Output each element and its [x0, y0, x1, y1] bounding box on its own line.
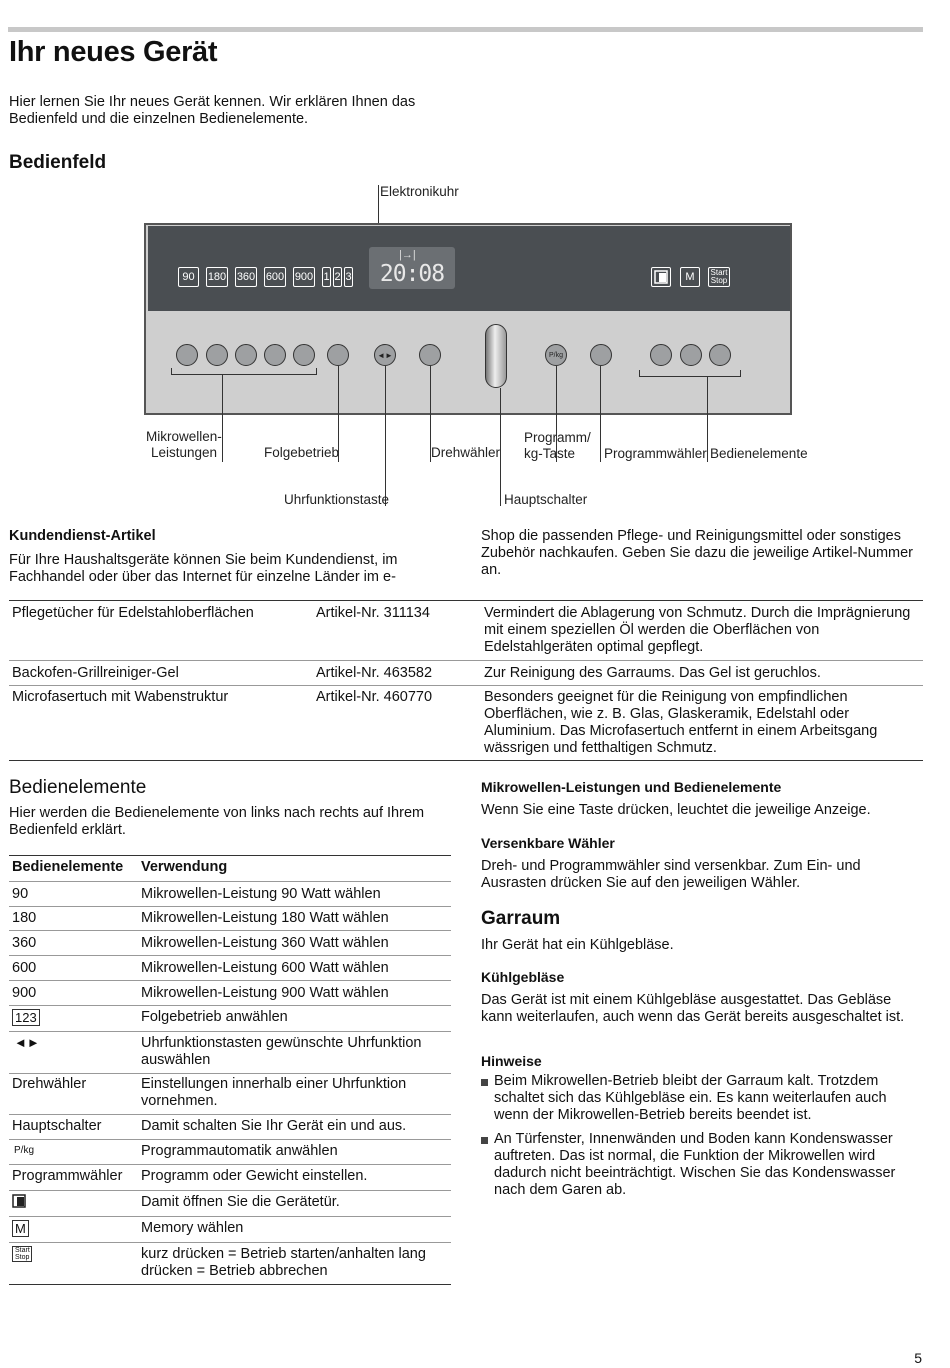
bedienelement-cell: Programmwähler [12, 1168, 123, 1184]
artikel-desc: Zur Reinigung des Garraums. Das Gel ist geruchlos. [484, 665, 821, 681]
bedienelement-cell: 123 [12, 1009, 40, 1026]
top-rule [8, 27, 923, 32]
bedienelement-cell: 360 [12, 935, 37, 951]
page-title: Ihr neues Gerät [9, 36, 218, 68]
bedienelement-cell: 600 [12, 960, 37, 976]
vw-heading: Versenkbare Wähler [481, 835, 615, 851]
verwendung-cell: Mikrowellen-Leistung 180 Watt wählen [141, 910, 389, 926]
button-memory[interactable] [680, 344, 702, 366]
bedienelement-cell: Drehwähler [12, 1076, 87, 1092]
clock-display [369, 247, 455, 289]
key-1[interactable]: 1 [322, 267, 331, 287]
verwendung-cell: Mikrowellen-Leistung 900 Watt wählen [141, 985, 389, 1001]
bedienelement-cell: M [12, 1220, 29, 1237]
label-elektronikuhr: Elektronikuhr [380, 184, 459, 199]
bedienelement-cell: Hauptschalter [12, 1118, 102, 1134]
bedienelement-cell: ◄► [14, 1035, 40, 1050]
kundendienst-heading: Kundendienst-Artikel [9, 528, 156, 544]
button-90[interactable] [176, 344, 198, 366]
key-900[interactable]: 900 [293, 267, 315, 287]
memory-key[interactable]: M [680, 267, 700, 287]
label-leistungen: Leistungen [150, 445, 217, 460]
label-bedienelemente: Bedienelemente [710, 446, 808, 461]
mw-heading: Mikrowellen-Leistungen und Bedienelemente [481, 779, 782, 795]
label-programm: Programm/ [524, 430, 591, 445]
label-programmwaehler: Programmwähler [604, 446, 707, 461]
label-folgebetrieb: Folgebetrieb [264, 445, 340, 460]
artikel-nr: Artikel-Nr. 460770 [316, 689, 433, 705]
label-hauptschalter: Hauptschalter [504, 492, 588, 507]
mw-text: Wenn Sie eine Taste drücken, leuchtet die jeweilige Anzeige. [481, 802, 871, 818]
label-kg-taste: kg-Taste [524, 446, 576, 461]
display-time: 20:08 [379, 261, 445, 287]
programmwaehler-button[interactable] [590, 344, 612, 366]
hinweis-2: An Türfenster, Innenwänden und Boden kann Kondenswasser auftreten. Das ist normal, die Funktion der Mikrowellen wird dadurch nicht beeinträchtigt. Wischen Sie das Kondenswasser nach dem Garen ab. [494, 1131, 896, 1198]
main-switch-knob[interactable] [485, 324, 507, 388]
bedienelement-cell: 90 [12, 886, 29, 902]
bedienfeld-heading: Bedienfeld [9, 152, 107, 173]
label-drehwaehler: Drehwähler [431, 445, 501, 460]
kuehlgeblaese-text: Das Gerät ist mit einem Kühlgebläse ausgestattet. Das Gebläse kann weiterlaufen, auch wenn das Gerät bereits ausgeschaltet ist. [481, 992, 905, 1025]
hinweis-1: Beim Mikrowellen-Betrieb bleibt der Garraum kalt. Trotzdem schaltet sich das Kühlgebläse ein. Es kann weiterlaufen auch wenn der Mikrowellen-Betrieb bereits beendet ist. [494, 1073, 887, 1123]
artikel-desc: Besonders geeignet für die Reinigung von empfindlichen Oberflächen, wie z. B. Glas, Glaskeramik, Edelstahl oder Aluminium. Das Microfasertuch entfernt in einem Arbeitsgang wässrigen und fetthaltigen Schmutz. [484, 689, 878, 756]
bedienelement-cell: 180 [12, 910, 37, 926]
key-180[interactable]: 180 [206, 267, 228, 287]
button-start-stop[interactable] [709, 344, 731, 366]
bedienelement-cell: 900 [12, 985, 37, 1001]
bedienelement-cell: P/kg [14, 1145, 35, 1156]
verwendung-cell: Memory wählen [141, 1220, 244, 1236]
program-kg-button[interactable]: P/kg [545, 344, 567, 366]
kuehlgeblaese-heading: Kühlgebläse [481, 969, 565, 985]
door-open-icon[interactable] [651, 267, 671, 287]
bedienelemente-heading: Bedienelemente [9, 777, 147, 798]
verwendung-cell: Damit schalten Sie Ihr Gerät ein und aus. [141, 1118, 407, 1134]
key-360[interactable]: 360 [235, 267, 257, 287]
verwendung-cell: Programmautomatik anwählen [141, 1143, 338, 1159]
key-600[interactable]: 600 [264, 267, 286, 287]
verwendung-cell: Mikrowellen-Leistung 600 Watt wählen [141, 960, 389, 976]
verwendung-cell: Mikrowellen-Leistung 360 Watt wählen [141, 935, 389, 951]
garraum-text: Ihr Gerät hat ein Kühlgebläse. [481, 937, 674, 953]
kundendienst-text-right: Shop die passenden Pflege- und Reinigungsmittel oder sonstiges Zubehör nachkaufen. Geben Sie dazu die jeweilige Artikel-Nummer an. [481, 528, 914, 578]
verwendung-cell: Folgebetrieb anwählen [141, 1009, 288, 1025]
label-uhrfunktionstaste: Uhrfunktionstaste [284, 492, 390, 507]
verwendung-cell: kurz drücken = Betrieb starten/anhalten lang drücken = Betrieb abbrechen [141, 1246, 426, 1279]
intro-text: Hier lernen Sie Ihr neues Gerät kennen. Wir erklären Ihnen das Bedienfeld und die einzelnen Bedienelemente. [9, 94, 416, 127]
artikel-name: Microfasertuch mit Wabenstruktur [12, 689, 229, 705]
drehwaehler-button[interactable] [419, 344, 441, 366]
verwendung-cell: Mikrowellen-Leistung 90 Watt wählen [141, 886, 381, 902]
col-header-bedienelemente: Bedienelemente [12, 859, 124, 875]
garraum-heading: Garraum [481, 908, 561, 929]
door-icon [12, 1194, 26, 1211]
button-900[interactable] [293, 344, 315, 366]
vw-text: Dreh- und Programmwähler sind versenkbar. Zum Ein- und Ausrasten drücken Sie auf den jeweiligen Wähler. [481, 858, 861, 891]
clock-function-button[interactable]: ◄► [374, 344, 396, 366]
artikel-desc: Vermindert die Ablagerung von Schmutz. Durch die Imprägnierung mit einem speziellen Öl werden die Oberflächen von Edelstahlgeräten optimal gepflegt. [484, 605, 911, 655]
verwendung-cell: Programm oder Gewicht einstellen. [141, 1168, 368, 1184]
duration-icon: |→| [399, 249, 416, 261]
start-stop-key[interactable]: Start Stop [708, 267, 730, 287]
bullet-icon [481, 1079, 488, 1086]
bullet-icon [481, 1137, 488, 1144]
artikel-nr: Artikel-Nr. 311134 [316, 605, 430, 621]
artikel-nr: Artikel-Nr. 463582 [316, 665, 433, 681]
button-folgebetrieb[interactable] [327, 344, 349, 366]
verwendung-cell: Damit öffnen Sie die Gerätetür. [141, 1194, 340, 1210]
key-2[interactable]: 2 [333, 267, 342, 287]
verwendung-cell: Uhrfunktionstasten gewünschte Uhrfunktion auswählen [141, 1035, 422, 1068]
hinweise-heading: Hinweise [481, 1053, 542, 1069]
key-3[interactable]: 3 [344, 267, 353, 287]
bedienelemente-intro: Hier werden die Bedienelemente von links nach rechts auf Ihrem Bedienfeld erklärt. [9, 805, 425, 838]
artikel-name: Backofen-Grillreiniger-Gel [12, 665, 179, 681]
button-360[interactable] [235, 344, 257, 366]
artikel-name: Pflegetücher für Edelstahloberflächen [12, 605, 254, 621]
button-180[interactable] [206, 344, 228, 366]
button-600[interactable] [264, 344, 286, 366]
page-number: 5 [914, 1350, 922, 1366]
kundendienst-text-left: Für Ihre Haushaltsgeräte können Sie beim Kundendienst, im Fachhandel oder über das Internet für einzelne Länder im e- [9, 552, 398, 585]
button-door[interactable] [650, 344, 672, 366]
bedienelement-cell: Start Stop [12, 1246, 32, 1262]
label-mikrowellen: Mikrowellen- [146, 429, 222, 444]
key-90[interactable]: 90 [178, 267, 199, 287]
verwendung-cell: Einstellungen innerhalb einer Uhrfunktion vornehmen. [141, 1076, 407, 1109]
col-header-verwendung: Verwendung [141, 859, 228, 875]
